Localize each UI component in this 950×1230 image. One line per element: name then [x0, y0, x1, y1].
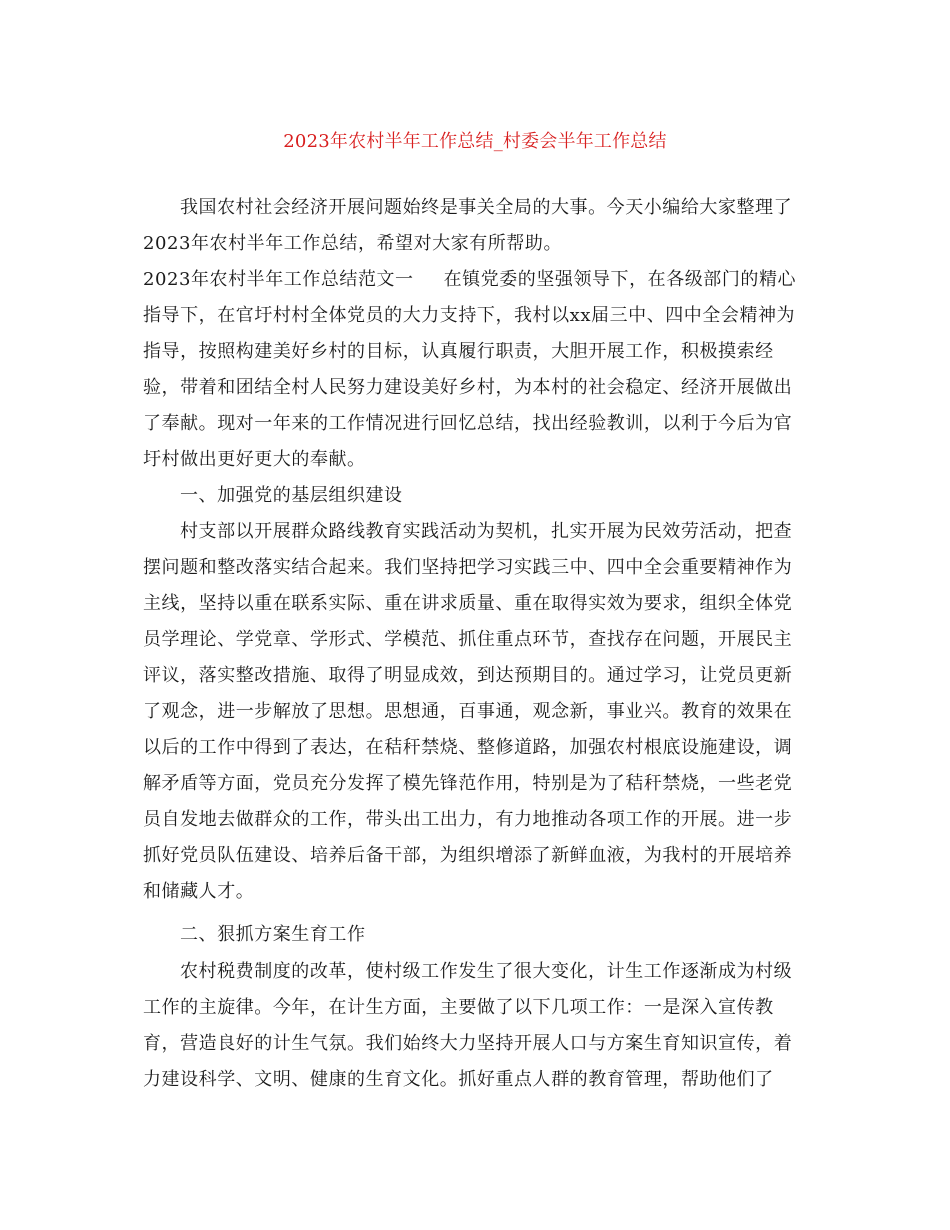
document-title: 2023年农村半年工作总结_村委会半年工作总结	[283, 131, 667, 152]
intro-line: 2023年农村半年工作总结，希望对大家有所帮助。	[143, 233, 563, 254]
paragraph-line: 指导，按照构建美好乡村的目标，认真履行职责，大胆开展工作，积极摸索经	[143, 341, 774, 362]
paragraph-line: 力建设科学、文明、健康的生育文化。抓好重点人群的教育管理，帮助他们了	[143, 1069, 774, 1090]
section2-heading: 二、狠抓方案生育工作	[180, 924, 366, 945]
paragraph-line: 村支部以开展群众路线教育实践活动为契机，扎实开展为民效劳活动，把查	[180, 521, 793, 542]
paragraph-line: 育，营造良好的计生气氛。我们始终大力坚持开展人口与方案生育知识宣传，着	[143, 1033, 793, 1054]
paragraph-line: 员自发地去做群众的工作，带头出工出力，有力地推动各项工作的开展。进一步	[143, 809, 793, 830]
sample-first-line: 在镇党委的坚强领导下，在各级部门的精心	[443, 269, 797, 290]
paragraph-line: 指导下，在官圩村村全体党员的大力支持下，我村以xx届三中、四中全会精神为	[143, 305, 796, 326]
paragraph-line: 和储藏人才。	[143, 881, 255, 902]
section1-heading: 一、加强党的基层组织建设	[180, 485, 403, 506]
paragraph-line: 以后的工作中得到了表达，在秸秆禁烧、整修道路，加强农村根底设施建设，调	[143, 737, 793, 758]
paragraph-line: 解矛盾等方面，党员充分发挥了模先锋范作用，特别是为了秸秆禁烧，一些老党	[143, 773, 793, 794]
paragraph-line: 圩村做出更好更大的奉献。	[143, 449, 366, 470]
sample-heading: 2023年农村半年工作总结范文一	[143, 269, 414, 290]
paragraph-line: 农村税费制度的改革，使村级工作发生了很大变化，计生工作逐渐成为村级	[180, 961, 793, 982]
paragraph-line: 工作的主旋律。今年，在计生方面，主要做了以下几项工作：一是深入宣传教	[143, 997, 774, 1018]
paragraph-line: 验，带着和团结全村人民努力建设美好乡村，为本村的社会稳定、经济开展做出	[143, 377, 793, 398]
paragraph-line: 员学理论、学党章、学形式、学模范、抓住重点环节，查找存在问题，开展民主	[143, 629, 793, 650]
paragraph-line: 摆问题和整改落实结合起来。我们坚持把学习实践三中、四中全会重要精神作为	[143, 557, 793, 578]
paragraph-line: 抓好党员队伍建设、培养后备干部，为组织增添了新鲜血液，为我村的开展培养	[143, 845, 793, 866]
paragraph-line: 了奉献。现对一年来的工作情况进行回忆总结，找出经验教训，以利于今后为官	[143, 413, 793, 434]
paragraph-line: 主线，坚持以重在联系实际、重在讲求质量、重在取得实效为要求，组织全体党	[143, 593, 793, 614]
sample-heading-line	[143, 268, 796, 292]
paragraph-line: 评议，落实整改措施、取得了明显成效，到达预期目的。通过学习，让党员更新	[143, 665, 793, 686]
paragraph-line: 了观念，进一步解放了思想。思想通，百事通，观念新，事业兴。教育的效果在	[143, 701, 793, 722]
intro-line: 我国农村社会经济开展问题始终是事关全局的大事。今天小编给大家整理了	[180, 197, 793, 218]
